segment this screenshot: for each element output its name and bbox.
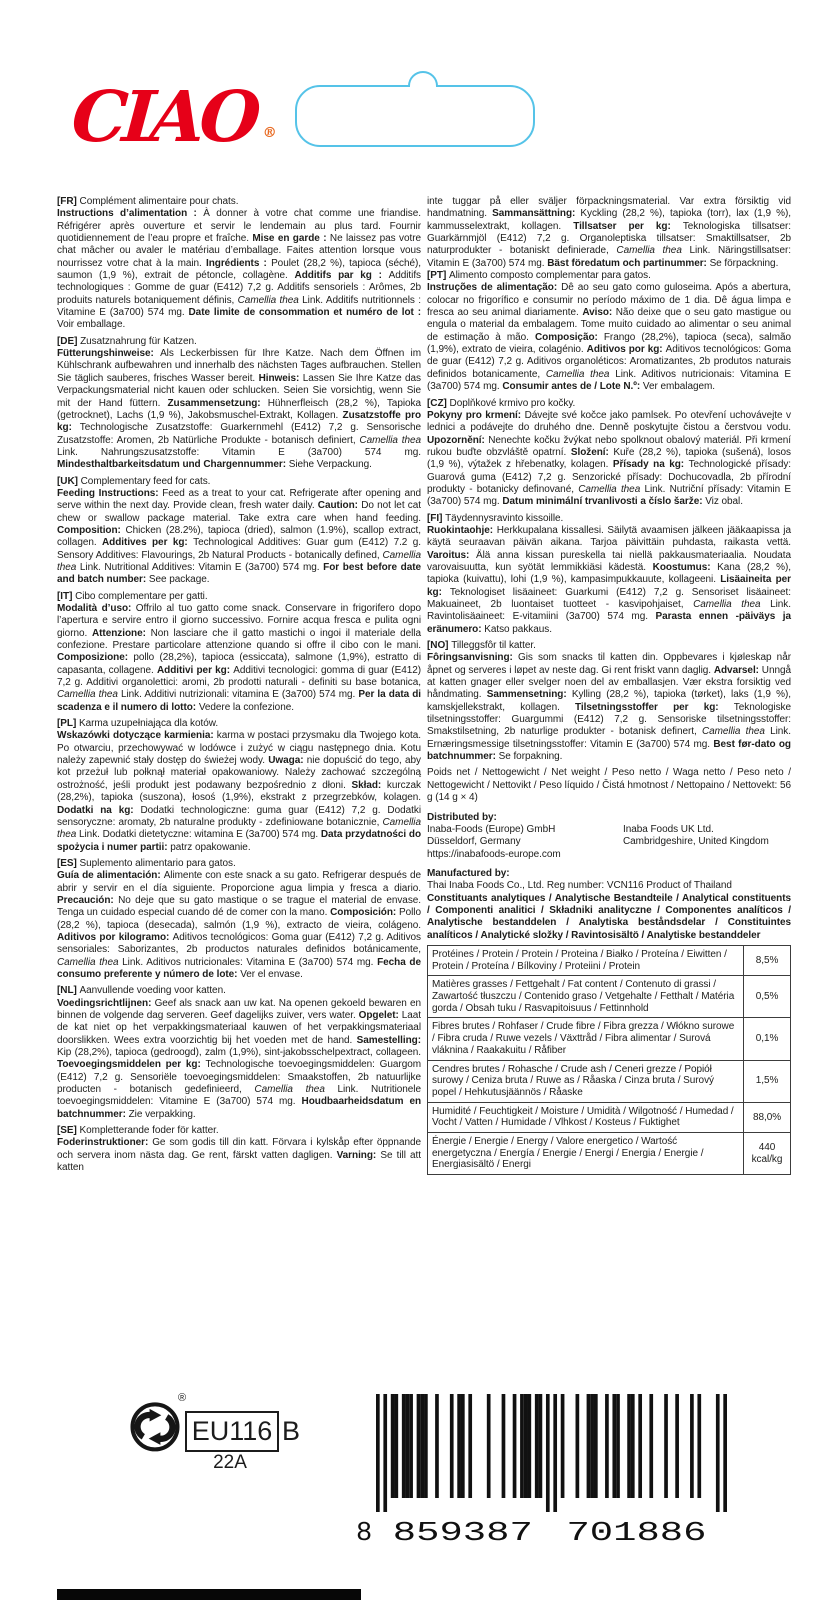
analytical-row — [428, 1102, 790, 1132]
green-dot-recycling-icon — [128, 1398, 182, 1454]
lang-section-fr — [57, 196, 421, 332]
paragraph: Instruções de alimentação: Dê ao seu gato como guloseima. Após a abertura, colocar no frigorífico e consumir no período máximo de 1 dia. Dê água limpa e fresca ao seu animal diariamente. Aviso: Não deixe que o seu gato mastigue ou engula o material da embalagem. Tome muito cuidado ao alimentar o seu animal de estimação à mão. Composição: Frango (28,2%), tapioca (seca), salmão (1,9%), extrato de vieira, colagénio. Aditivos por kg: Aditivos tecnológicos: Goma de guar (E412) 7,2 g. Aditivos organoléticos: Aromatizantes, 2b produtos naturais definidos botanicamente, Camellia thea Link. Aditivos nutricionais: Vitamina E (3a700) 574 mg. Consumir antes de / Lote N.º: Ver embalagem. — [427, 282, 792, 393]
analytical-row-value: 1,5% — [755, 1075, 779, 1087]
paragraph: Instructions d’alimentation : À donner à votre chat comme une friandise. Réfrigérer après ouverture et servir le lendemain au plus tard. Fournir quotidiennement de l’eau propre et fraîche. Mise en garde : Ne laissez pas votre chat mâcher ou avaler le matériau d’emballage. Faites attention lorsque vous nourrissez votre chat à la main. Ingrédients : Poulet (28,2 %), tapioca (séché), saumon (1,9 %), extrait de pétoncle, collagène. Additifs par kg : Additifs technologiques : Gomme de guar (E412) 7,2 g. Additifs sensoriels : Arômes, 2b produits naturels botaniquement définis, Camellia thea Link. Additifs nutritionnels : Vitamine E (3a700) 574 mg. Date limite de consommation et numéro de lot : Voir emballage. — [57, 208, 422, 331]
lang-section-se — [57, 1125, 421, 1174]
analytical-row-value: 8,5% — [755, 954, 779, 966]
analytical-row-label: Matières grasses / Fettgehalt / Fat content / Contenuto di grassi / Zawartość tłuszczu / Contenido graso / Vetgehalte / Fetthalt / Matéria gorda / Obsah tuku / Rasvapitoisuus / Fettinnhold — [428, 976, 744, 1017]
address-line: Inaba-Foods (Europe) GmbH — [427, 823, 556, 835]
lang-section-pt — [427, 270, 791, 393]
paragraph: Wskazówki dotyczące karmienia: karma w postaci przysmaku dla Twojego kota. Po otwarciu, przechowywać w lodówce i zużyć w ciągu następnego dnia. Kotu należy zapewnić stały dostęp do świeżej wody. Uwaga: nie dopuścić do tego, aby kot przeżuł lub połknął materiał opakowaniowy. Należy zachować szczególną ostrożność, jeśli produkt jest podawany bezpośrednio z dłoni. Skład: kurczak (28,2%), tapioka (suszona), łosoś (1,9%), ekstrakt z przegrzebków, kolagen. Dodatki na kg: Dodatki technologiczne: guma guar (E412) 7,2 g. Dodatki sensoryczne: aromaty, 2b naturalne produkty - zdefiniowane botanicznie, Camellia thea Link. Dodatki dietetyczne: witamina E (3a700) 574 mg. Data przydatności do spożycia i numer partii: patrz opakowanie. — [57, 730, 422, 853]
manufacturer-line: Thai Inaba Foods Co., Ltd. Reg number: VCN116 Product of Thailand — [427, 880, 732, 892]
address-line: Düsseldorf, Germany — [427, 836, 521, 848]
analytical-row — [428, 946, 790, 975]
paragraph: [PL] Karma uzupełniająca dla kotów. — [57, 718, 219, 730]
paragraph: Voedingsrichtlijnen: Geef als snack aan uw kat. Na openen gekoeld bewaren en binnen de volgende dag serveren. Geef dagelijks zuiver, vers water. Opgelet: Laat de kat niet op het verpakkingsmateriaal kauwen of het verpakkingsmateriaal doorslikken. Wees extra voorzichtig bij het voeden met de hand. Samestelling: Kip (28,2%), tapioca (gedroogd), zalm (1,9%), sint-jakobsschelpextract, collageen. Toevoegingsmiddelen per kg: Technologische toevoegingsmiddelen: Guargom (E412) 7,2 g. Sensoriële toevoegingsmiddelen: Smaakstoffen, 2b natuurlijke producten - botanisch gedefinieerd, Camellia thea Link. Nutritionele toevoegingsmiddelen: Vitamine E (3a700) 574 mg. Houdbaarheidsdatum en batchnummer: Zie verpakking. — [57, 997, 422, 1120]
recycling-code-box: EU116 — [185, 1411, 279, 1452]
paragraph: [ES] Suplemento alimentario para gatos. — [57, 857, 236, 869]
batch-code: 22A — [213, 1452, 247, 1473]
paragraph: Foderinstruktioner: Ge som godis till din katt. Förvara i kylskåp efter öppnande och servera inom nästa dag. Ge rent, färskt vatten dagligen. Varning: Se till att katten — [57, 1137, 421, 1174]
svg-text:859387: 859387 — [392, 1519, 533, 1546]
analytical-row-value: 88,0% — [752, 1111, 782, 1123]
ciao-logo — [69, 75, 278, 158]
analytical-row-label: Énergie / Energie / Energy / Valore energetico / Wartość energetyczna / Energía / Energie / Energi / Energia / Energie / Energiasisältö / Energi — [428, 1133, 744, 1174]
paragraph: Pokyny pro krmení: Dávejte své kočce jako pamlsek. Po otevření uchovávejte v lednici a podávejte do druhého dne. Denně poskytujte čistou a čerstvou vodu. Upozornění: Nenechte kočku žvýkat nebo spolknout obalový materiál. Při krmení rukou buďte obzvláště opatrní. Složení: Kuře (28,2 %), tapioka (sušená), losos (1,9 %), výtažek z hřebenatky, kolagen. Přísady na kg: Technologické přísady: Guarová guma (E412) 7,2 g. Senzorické přísady: Dochucovadla, 2b přírodní produkty - botanicky definované, Camellia thea Link. Nutriční přísady: Vitamin E (3a700) 574 mg. Datum minimální trvanlivosti a číslo šarže: Viz obal. — [427, 409, 792, 508]
lang-section-uk — [57, 476, 421, 587]
paragraph: Fôringsanvisning: Gis som snacks til katten din. Oppbevares i kjøleskap når åpnet og serveres i løpet av neste dag. Gi rent friskt vann daglig. Advarsel: Unngå at katten gnager eller svelger noen del av emballasjen. Vær ekstra forsiktig ved håndmating. Sammensetning: Kylling (28,2 %), tapioka (tørket), laks (1,9 %), kamskjellekstrakt, kollagen. Tilsetningsstoffer per kg: Teknologiske tilsetningsstoffer: Guargummi (E412) 7,2 g. Sensoriske tilsetningsstoffer: Smakstilsetning, 2b naturlige produkter - botanisk definert, Camellia thea Link. Ernæringsmessige tilsetningsstoffer: Vitamin E (3a700) 574 mg. Best før-dato og batchnummer: Se forpakning. — [427, 652, 792, 763]
analytical-row — [428, 1132, 790, 1174]
right-language-sections — [427, 270, 791, 763]
address-line: Inaba Foods UK Ltd. — [623, 823, 714, 835]
analytical-constituents-table — [427, 945, 791, 1175]
svg-text:8: 8 — [356, 1519, 373, 1546]
ean13-barcode — [356, 1394, 731, 1551]
analytical-row-label: Protéines / Protein / Protein / Proteina / Białko / Proteína / Eiwitten / Protein / Proteína / Bílkoviny / Proteiini / Protein — [428, 946, 744, 975]
die-cut-window — [292, 70, 540, 154]
distributed-by-heading: Distributed by: — [427, 811, 497, 823]
lang-section-cz — [427, 398, 791, 509]
net-weight-text: Poids net / Nettogewicht / Net weight / Peso netto / Waga netto / Peso neto / Nettogewicht / Nettovikt / Peso líquido / Čistá hmotnost / Nettopaino / Nettovekt: 56 g (14 g × 4) — [427, 767, 791, 804]
analytical-row-label: Cendres brutes / Rohasche / Crude ash / Ceneri grezze / Popiół surowy / Ceniza bruta / Ruwe as / Råaska / Cinza bruta / Surový popel / Hehkutusjäännös / Råaske — [428, 1061, 744, 1102]
distributor-europe — [427, 824, 623, 861]
analytical-row-value: 0,5% — [755, 991, 779, 1003]
paragraph: [CZ] Doplňkové krmivo pro kočky. — [427, 397, 576, 409]
registered-trademark-icon: ® — [262, 125, 278, 141]
analytical-row-value: 0,1% — [755, 1033, 779, 1045]
ciao-logo-text: CIAO — [69, 75, 259, 158]
paragraph: Feeding Instructions: Feed as a treat to your cat. Refrigerate after opening and serve within the next day. Provide clean, fresh water daily. Caution: Do not let cat chew or swallow package material. Take extra care when hand feeding. Composition: Chicken (28.2%), tapioca (dried), salmon (1.9%), scallop extract, collagen. Additives per kg: Technological Additives: Guar gum (E412) 7.2 g. Sensory Additives: Flavourings, 2b Natural Products - botanically defined, Camellia thea Link. Nutritional Additives: Vitamin E (3a700) 574 mg. For best before date and batch number: See package. — [57, 487, 421, 586]
manufactured-by-heading: Manufactured by: — [427, 867, 510, 879]
analytical-row — [428, 1060, 790, 1102]
lang-section-de — [57, 336, 421, 472]
paragraph: Guía de alimentación: Alimente con este snack a su gato. Refrigerar después de abrir y servir en el día siguiente. Proporcione agua limpia y fresca a diario. Precaución: No deje que su gato mastique o se trague el material de envase. Tenga un cuidado especial cuando dé de comer con la mano. Composición: Pollo (28,2 %), tapioca (desecada), salmón (1,9 %), extracto de vieira, colágeno. Aditivos por kilogramo: Aditivos tecnológicos: Goma guar (E412) 7,2 g. Aditivos sensoriales: Saborizantes, 2b productos naturales definidos botánicamente, Camellia thea Link. Aditivos nutricionales: Vitamina E (3a700) 574 mg. Fecha de consumo preferente y número de lote: Ver el envase. — [57, 870, 422, 980]
address-line: Cambridgeshire, United Kingdom — [623, 836, 769, 848]
paragraph: Ruokintaohje: Herkkupalana kissallesi. Säilytä avaamisen jälkeen jääkaapissa ja käytä seuraavan päivän aikana. Tarjoa päivittäin puhdasta, raikasta vettä. Varoitus: Älä anna kissan pureskella tai niellä pakkausmateriaalia. Noudata varovaisuutta, kun syötät lemmikkiäsi kädestä. Koostumus: Kana (28,2 %), tapioka (kuivattu), lohi (1,9 %), kampasimpukkauute, kollageeni. Lisäaineita per kg: Teknologiset lisäaineet: Guarkumi (E412) 7,2 g. Sensoriset lisäaineet: Makuaineet, 2b luontaiset tuotteet - kasvipohjaiset, Camellia thea Link. Ravintolisäaineet: E-vitamiini (3a700) 574 mg. Parasta ennen -päiväys ja eränumero: Katso pakkaus. — [427, 524, 792, 635]
distributor-uk — [623, 824, 769, 861]
analytical-row-value: 440 kcal/kg — [751, 1141, 783, 1165]
paragraph: [FR] Complément alimentaire pour chats. — [57, 196, 239, 207]
paragraph: Fütterungshinweise: Als Leckerbissen für Ihre Katze. Nach dem Öffnen im Kühlschrank aufbewahren und innerhalb des nächsten Tages aufbrauchen. Stellen Sie täglich sauberes, frisches Wasser bereit. Hinweis: Lassen Sie Ihre Katze das Verpackungsmaterial nicht kauen oder schlucken. Seien Sie vorsichtig, wenn Sie mit der Hand füttern. Zusammensetzung: Hühnerfleisch (28,2 %), Tapioka (getrocknet), Lachs (1,9 %), Jakobsmuschel-Extrakt, Kollagen. Zusatzstoffe pro kg: Technologische Zusatzstoffe: Guarkernmehl (E412) 7,2 g. Sensorische Zusatzstoffe: Aromen, 2b Natürliche Produkte - botanisch definiert, Camellia thea Link. Nahrungszusatzstoffe: Vitamin E (3a700) 574 mg. Mindesthaltbarkeitsdatum und Chargennummer: Siehe Verpackung. — [57, 348, 422, 471]
analytical-row — [428, 975, 790, 1017]
paragraph: [IT] Cibo complementare per gatti. — [57, 590, 208, 602]
text-column-right — [427, 196, 791, 1175]
lang-section-nl — [57, 985, 421, 1121]
paragraph: [SE] Kompletterande foder för katter. — [57, 1125, 219, 1137]
paragraph: [NO] Tilleggsfôr til katter. — [427, 640, 536, 652]
lang-section-fi — [427, 513, 791, 636]
lang-section-no — [427, 640, 791, 763]
analytical-constituents-heading: Constituants analytiques / Analytische Bestandteile / Analytical constituents / Componenti analitici / Składniki analityczne / Componentes analíticos / Analytische bestanddelen / Analytiska beståndsdelar / Constituintes analíticos / Analytické složky / Ravintosisältö / Analytiske bestanddeler — [427, 892, 791, 941]
text-column-left — [57, 196, 421, 1178]
address-line: https://inabafoods-europe.com — [427, 848, 561, 860]
paragraph: [PT] Alimento composto complementar para gatos. — [427, 270, 651, 282]
analytical-row — [428, 1017, 790, 1059]
lang-section-it — [57, 591, 421, 714]
lang-section-pl — [57, 718, 421, 854]
paragraph: [FI] Täydennysravinto kissoille. — [427, 512, 564, 524]
paragraph: [DE] Zusatznahrung für Katzen. — [57, 335, 197, 347]
paragraph: Modalità d’uso: Offrilo al tuo gatto come snack. Conservare in frigorifero dopo l’apertura e servire entro il giorno successivo. Fornire acqua fresca e pulita ogni giorno. Attenzione: Non lasciare che il gatto mastichi o ingoi il materiale della confezione. Prestare particolare attenzione quando si offre il cibo con le mani. Composizione: pollo (28,2%), tapioca (essiccata), salmone (1,9%), estratto di capasanta, collagene. Additivi per kg: Additivi tecnologici: gomma di guar (E412) 7,2 g. Additivi organolettici: aromi, 2b prodotti naturali - definiti su base botanica, Camellia thea Link. Additivi nutrizionali: vitamina E (3a700) 574 mg. Per la data di scadenza e il numero di lotto: Vedere la confezione. — [57, 603, 422, 713]
analytical-row-label: Fibres brutes / Rohfaser / Crude fibre / Fibra grezza / Włókno surowe / Fibra cruda / Ruwe vezels / Växttråd / Fibra alimentar / Surová vláknina / Raakakuitu / Råfiber — [428, 1018, 744, 1059]
se-continuation-paragraph: inte tuggar på eller sväljer förpackningsmaterial. Var extra försiktig vid handmatning. Sammansättning: Kyckling (28,2 %), tapioka (torr), lax (1,9 %), kammusselextrakt, kollagen. Tillsatser per kg: Teknologiska tillsatser: Guarkärnmjöl (E412) 7,2 g. Organoleptiska tillsatser: Smaktillsatser, 2b naturprodukter - botaniskt definierade, Camellia thea Link. Näringstillsatser: Vitamin E (3a700) 574 mg. Bäst föredatum och partinummer: Se förpackning. — [427, 196, 791, 269]
manufactured-by-block — [427, 868, 791, 893]
green-dot-registered-mark: ® — [178, 1392, 187, 1404]
package-edge-mark — [57, 1589, 361, 1600]
svg-text:701886: 701886 — [566, 1519, 707, 1546]
recycling-code-suffix: B — [282, 1415, 301, 1446]
distributed-by-block — [427, 812, 791, 861]
paragraph: [NL] Aanvullende voeding voor katten. — [57, 985, 226, 997]
analytical-row-label: Humidité / Feuchtigkeit / Moisture / Umidità / Wilgotność / Humedad / Vocht / Vatten / Humidade / Vlhkost / Kosteus / Fuktighet — [428, 1103, 744, 1132]
paragraph: [UK] Complementary feed for cats. — [57, 475, 211, 487]
lang-section-es — [57, 858, 421, 981]
